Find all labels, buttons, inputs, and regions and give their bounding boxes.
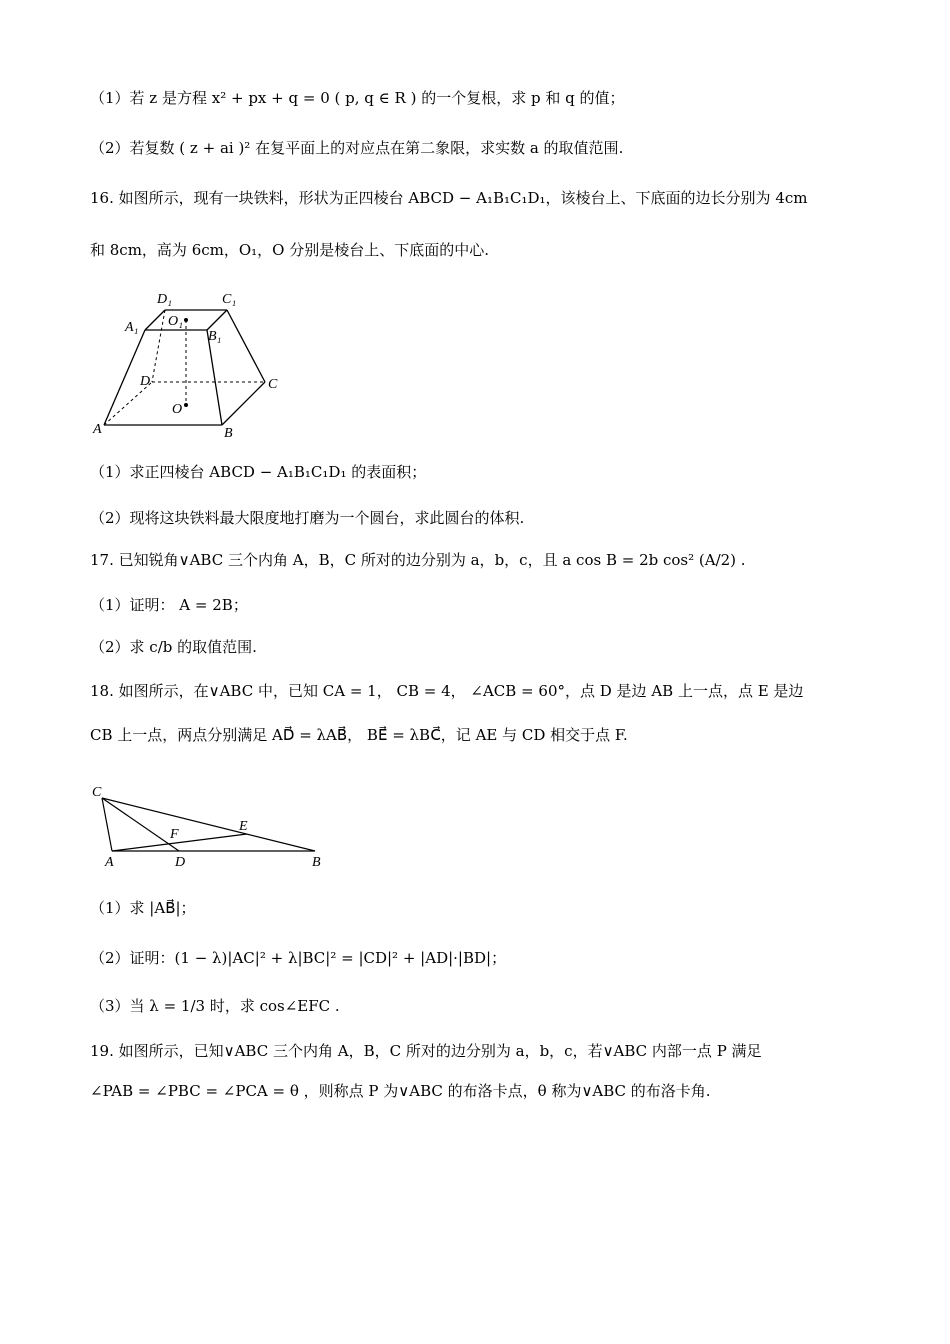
- q18-stem-line2: CB 上一点，两点分别满足 AD⃗ = λAB⃗， BE⃗ = λBC⃗，记 AE 与 CD 相交于点 F.: [90, 726, 628, 744]
- label-A1: A₁: [125, 320, 139, 335]
- q18-part1: （1）求 |AB⃗|；: [90, 899, 196, 917]
- label-C1: C₁: [222, 292, 237, 307]
- label-A: A: [105, 855, 114, 870]
- q15-part2: （2）若复数 ( z + ai )² 在复平面上的对应点在第二象限，求实数 a 的取值范围.: [90, 139, 624, 157]
- triangle-figure: [90, 778, 340, 873]
- q19-stem-line2: ∠PAB = ∠PBC = ∠PCA = θ ，则称点 P 为∨ABC 的布洛卡点，θ 称为∨ABC 的布洛卡角.: [90, 1082, 711, 1100]
- q18-part3: （3）当 λ = 1/3 时，求 cos∠EFC .: [90, 997, 340, 1015]
- label-F: F: [170, 827, 179, 842]
- label-O1: O₁: [168, 314, 183, 329]
- q17-part1: （1）证明： A = 2B；: [90, 596, 248, 614]
- q19-stem-line1: 19. 如图所示，已知∨ABC 三个内角 A，B，C 所对的边分别为 a，b，c，若∨ABC 内部一点 P 满足: [90, 1042, 762, 1060]
- label-E: E: [239, 819, 248, 834]
- q16-stem-line1: 16. 如图所示，现有一块铁料，形状为正四棱台 ABCD − A₁B₁C₁D₁，该棱台上、下底面的边长分别为 4cm: [90, 189, 808, 207]
- q16-part1: （1）求正四棱台 ABCD − A₁B₁C₁D₁ 的表面积；: [90, 463, 427, 481]
- label-O: O: [172, 402, 183, 417]
- label-D: D: [175, 855, 186, 870]
- label-D1: D₁: [157, 292, 172, 307]
- q18-part2: （2）证明：(1 − λ)|AC|² + λ|BC|² = |CD|² + |AD|·|BD|；: [90, 949, 507, 967]
- label-C: C: [92, 785, 102, 800]
- q17-stem: 17. 已知锐角∨ABC 三个内角 A，B，C 所对的边分别为 a，b，c，且 a cos B = 2b cos² (A/2) .: [90, 551, 746, 569]
- q18-stem-line1: 18. 如图所示，在∨ABC 中，已知 CA = 1， CB = 4， ∠ACB = 60°，点 D 是边 AB 上一点，点 E 是边: [90, 682, 804, 700]
- frustum-figure: [90, 285, 290, 440]
- q16-stem-line2: 和 8cm，高为 6cm，O₁，O 分别是棱台上、下底面的中心.: [90, 241, 490, 259]
- q15-part1: （1）若 z 是方程 x² + px + q = 0 ( p, q ∈ R ) 的一个复根，求 p 和 q 的值；: [90, 89, 625, 107]
- label-B1: B₁: [208, 329, 222, 344]
- q16-part2: （2）现将这块铁料最大限度地打磨为一个圆台，求此圆台的体积.: [90, 509, 525, 527]
- label-B: B: [224, 426, 233, 440]
- q17-part2: （2）求 c/b 的取值范围.: [90, 638, 257, 656]
- label-C: C: [268, 377, 278, 392]
- label-B: B: [312, 855, 321, 870]
- label-A: A: [93, 422, 102, 437]
- label-D: D: [140, 374, 151, 389]
